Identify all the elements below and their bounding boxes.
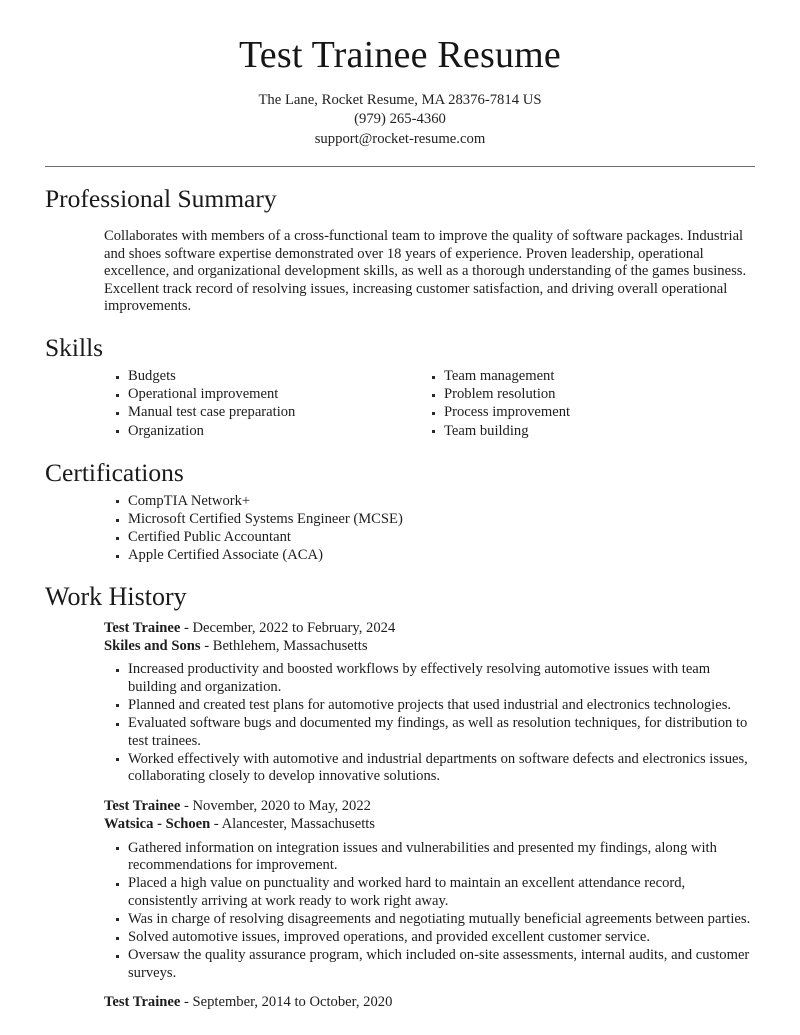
job-bullets-list <box>116 840 755 983</box>
list-item: Manual test case preparation <box>116 404 432 422</box>
list-item: Solved automotive issues, improved operations, and provided excellent customer service. <box>116 929 755 947</box>
list-item: Certified Public Accountant <box>116 529 755 547</box>
job-company-line <box>104 637 755 655</box>
job-title-line <box>104 619 755 637</box>
job-bullets-list <box>116 661 755 786</box>
job-location: - Alancester, Massachusetts <box>210 816 375 833</box>
list-item: Apple Certified Associate (ACA) <box>116 547 755 565</box>
list-item: Operational improvement <box>116 386 432 404</box>
resume-body <box>0 184 800 1012</box>
job-bullets-block <box>104 661 755 786</box>
list-item: Planned and created test plans for automotive projects that used industrial and electronics technologies. <box>116 697 755 715</box>
job-company: Skiles and Sons <box>104 637 201 654</box>
job-dates: - November, 2020 to May, 2022 <box>180 797 371 814</box>
list-item: Oversaw the quality assurance program, which included on-site assessments, internal audits, and customer surveys. <box>116 947 755 982</box>
list-item: Team management <box>432 368 748 386</box>
list-item: Evaluated software bugs and documented my findings, as well as resolution techniques, for distribution to test trainees. <box>116 715 755 750</box>
header-divider <box>45 166 755 167</box>
job-company: Watsica - Schoen <box>104 816 211 833</box>
contact-phone: (979) 265-4360 <box>354 111 446 128</box>
section-certifications <box>45 458 755 565</box>
section-skills <box>45 333 755 441</box>
list-item: Increased productivity and boosted workflows by effectively resolving automotive issues with team building and organization. <box>116 661 755 696</box>
list-item: Organization <box>116 423 432 441</box>
skills-list-right <box>432 368 748 440</box>
work-history-entry <box>45 993 755 1011</box>
certifications-list <box>116 493 755 565</box>
summary-block <box>45 228 755 316</box>
skills-list-left <box>116 368 432 440</box>
section-work-history <box>45 582 755 1012</box>
job-position: Test Trainee <box>104 619 181 636</box>
section-title-certifications: Certifications <box>45 457 184 487</box>
list-item: Microsoft Certified Systems Engineer (MCSE) <box>116 511 755 529</box>
list-item: Was in charge of resolving disagreements and negotiating mutually beneficial agreements between parties. <box>116 911 755 929</box>
work-history-entry <box>45 797 755 982</box>
list-item: Gathered information on integration issues and vulnerabilities and presented my findings, along with recommendations for improvement. <box>116 840 755 875</box>
job-bullets-block <box>104 840 755 983</box>
job-company-line <box>104 815 755 833</box>
job-title-line <box>104 797 755 815</box>
job-dates: - September, 2014 to October, 2020 <box>180 994 393 1011</box>
page-title: Test Trainee Resume <box>239 34 561 76</box>
work-history-entry <box>45 619 755 786</box>
list-item: Placed a high value on punctuality and worked hard to maintain an excellent attendance record, consistently arriving at work ready to work right away. <box>116 875 755 910</box>
section-title-skills: Skills <box>45 332 104 362</box>
job-position: Test Trainee <box>104 797 181 814</box>
certifications-block <box>45 493 755 565</box>
list-item: Problem resolution <box>432 386 748 404</box>
section-title-work-history: Work History <box>45 581 187 611</box>
skills-columns <box>45 368 755 440</box>
skills-column-left <box>116 368 432 440</box>
job-dates: - December, 2022 to February, 2024 <box>180 619 396 636</box>
list-item: Team building <box>432 423 748 441</box>
section-professional-summary <box>45 184 755 316</box>
contact-email: support@rocket-resume.com <box>314 130 486 147</box>
job-title-line <box>104 993 755 1011</box>
resume-header <box>0 0 800 149</box>
skills-column-right <box>432 368 748 440</box>
contact-address: The Lane, Rocket Resume, MA 28376-7814 US <box>258 91 542 108</box>
job-position: Test Trainee <box>104 994 181 1011</box>
list-item: CompTIA Network+ <box>116 493 755 511</box>
summary-text: Collaborates with members of a cross-functional team to improve the quality of software packages. Industrial and shoes software expertise demonstrated over 18 years of experience. Proven leadership, operational excellence, and organizational development skills, as well as a thorough understanding of the games business. Excellent track record of resolving issues, increasing customer satisfaction, and driving overall operational improvements. <box>104 227 747 315</box>
list-item: Budgets <box>116 368 432 386</box>
list-item: Process improvement <box>432 404 748 422</box>
list-item: Worked effectively with automotive and industrial departments on software defects and electronics issues, collaborating closely to develop innovative solutions. <box>116 751 755 786</box>
section-title-professional-summary: Professional Summary <box>45 184 277 214</box>
job-location: - Bethlehem, Massachusetts <box>200 637 368 654</box>
